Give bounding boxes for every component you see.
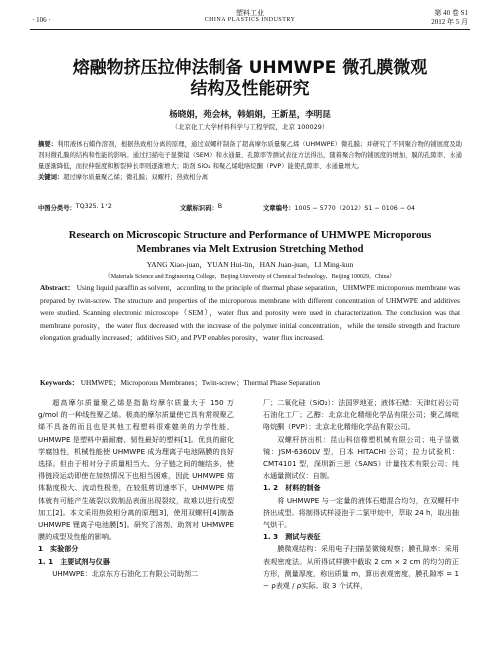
section-heading-1-3: 1. 3 测试与表征 (263, 532, 321, 542)
issue-date: 2012 年 5 月 (431, 18, 468, 26)
volume-label: 第 40 卷 S1 (434, 9, 468, 17)
paragraph-reagents-cont: 厂；二氧化硅（SiO₂）：法国罗地亚；液体石蜡：天津红岩公司石油化工厂；乙醇：北京北化精细化学品有限公司；聚乙烯吡咯烷酮（PVP）：北京北化精细化学品有限公司。 (263, 398, 459, 432)
title-line-2: 结构及性能研究 (190, 79, 310, 99)
paragraph-testing: 膜微观结构：采用电子扫描显微镜观察；膜孔隙率：采用表观密度法。从所得试样膜中截取 2 cm × 2 cm 的均匀的正方形，测量厚度，称出质量 m，算出表观密度，膜孔隙率 = 1 − ρ表观 / ρ实际。取 3 个试样， (263, 544, 459, 591)
authors-en: YANG Xiao-juan，YUAN Hui-lin，HAN Juan-juan，LI Ming-kun (146, 260, 354, 269)
title-line-1: 熔融物挤压拉伸法制备 UHMWPE 微孔膜微观 (72, 58, 428, 78)
clc-value: TQ325. 1⁺2 (75, 203, 112, 210)
abstract-en-text: Using liquid paraffin as solvent，according to the principle of thermal phase separation，UHMWPE microporous membrane was prepared by twin-screw. The structure and properties of the microporous membrane with different concentration of UHMWPE and additives were studied. Scanning electronic microscope（SEM），water flux and porosity were used in characterization. The conclusion was that membrane porosity，the water flux decreased with the increase of the polymer initial concentration，while the tensile strength and fracture elongation gradually increased；additives SiO₂ and PVP enables porosity，water flux increased. (40, 283, 460, 342)
body-column-left (38, 397, 234, 580)
paragraph-preparation: 将 UHMWPE 与一定量的液体石蜡混合均匀，在双螺杆中挤出成型。将制得试样浸泡于二氯甲烷中，萃取 24 h，取出抽气烘干。 (263, 495, 459, 530)
abstract-label: 摘要： (38, 141, 58, 148)
page-number: · 106 · (32, 16, 51, 24)
article-title-en (0, 229, 500, 257)
keywords-en-text: UHMWPE；Microporous Membranes；Twin-screw；Thermal Phase Separation (80, 378, 320, 387)
keywords-en-label: Keywords： (40, 378, 79, 387)
article-no-value: 1005 − 5770（2012）S1 − 0106 − 04 (294, 205, 416, 212)
header-rule (30, 29, 470, 30)
en-title-line-2: Membranes via Melt Extrusion Stretching Method (136, 244, 364, 255)
section-heading-1-2: 1. 2 材料的制备 (263, 483, 321, 493)
section-heading-1: 1 实验部分 (38, 544, 79, 554)
doc-code-value: B (217, 203, 223, 210)
abstract-cn (38, 139, 462, 183)
affiliation-cn: （北京化工大学材料科学与工程学院，北京 100029） (171, 123, 329, 131)
article-no-label: 文章编号： (263, 205, 295, 212)
journal-name-en: CHINA PLASTICS INDUSTRY (204, 17, 296, 23)
doc-code-label: 文献标识码： (180, 205, 218, 212)
abstract-en (40, 282, 460, 345)
body-column-right (263, 397, 459, 592)
running-header (30, 6, 470, 28)
abstract-en-label: Abstract： (40, 283, 75, 292)
en-title-line-1: Research on Microscopic Structure and Performance of UHMWPE Microporous (68, 230, 432, 241)
article-title-cn (0, 58, 500, 100)
clc-label: 中图分类号： (38, 205, 76, 212)
keywords-label: 关键词： (38, 174, 64, 181)
paragraph-intro: 超高摩尔质量聚乙烯是指黏均摩尔质量大于 150 万 g/mol 的一种线性聚乙烯。极高的摩尔质量使它具有常规聚乙烯不具备的而且也是其他工程塑料很难媲美的力学性能，UHMWPE 是塑料中最耐磨、韧性最好的塑料[1]。优良的耐化学腐蚀性，机械性能使 UHMWPE 成为理离子电池隔膜的良好选择。但由于相对分子质量相当大、分子链之间的缠结多，使得链段运动即使在加热情况下也相当困难，因此 UHMWPE 熔体黏度极大、流动性极差，在较低剪切速率下，UHMWPE 熔体就有可能产生破裂以致制品表面出现裂纹，故难以进行成型加工[2]。本文采用热致相分离的原理[3]，使用双螺杆[4]制备 UHMWPE 锂离子电池膜[5]。研究了溶剂、助剂对 UHMWPE 膜的成型及性能的影响。 (38, 398, 234, 542)
abstract-text: 利用液体石蜡作溶剂，根据热致相分离的原理，通过双螺杆制备了超高摩尔质量聚乙烯（UHMWPE）微孔膜；并研究了不同聚合物的铺展度及助剂对微孔膜的结构和性能的影响。通过扫描电子显微镜（SEM）和水通量、孔隙率等测试表征方法得出，随着聚合物的铺展度的增加，膜的孔隙率、水通量逐渐降低，而拉伸强度和断裂伸长率则逐渐增大；助剂 SiO₂ 和聚乙烯吡咯烷酮（PVP）能使孔隙率、水通量增大。 (38, 141, 462, 170)
journal-name-cn: 塑料工业 (236, 9, 264, 17)
keywords-text: 超过摩尔质量聚乙烯；微孔膜；双螺杆；热致相分离 (63, 174, 209, 181)
affiliation-en: （Materials Science and Engineering College，Beijing University of Chemical Technology，Beijing 100029，China） (104, 274, 396, 280)
keywords-en (40, 378, 460, 388)
paragraph-instruments: 双螺杆挤出机：昆山科信橡塑机械有限公司；电子显微镜：JSM-6360LV 型，日本 HITACHI 公司；拉力试验机：CMT4101 型，深圳新三思（SANS）计量技术有限公司；纯水通量测试仪：自制。 (263, 434, 459, 481)
section-heading-1-1: 1. 1 主要试剂与仪器 (38, 556, 110, 566)
authors-cn: 杨晓娟，苑会林，韩娟娟，王新星，李明昆 (169, 110, 331, 120)
paragraph-reagents: UHMWPE：北京东方石油化工有限公司助剂二 (52, 568, 199, 578)
